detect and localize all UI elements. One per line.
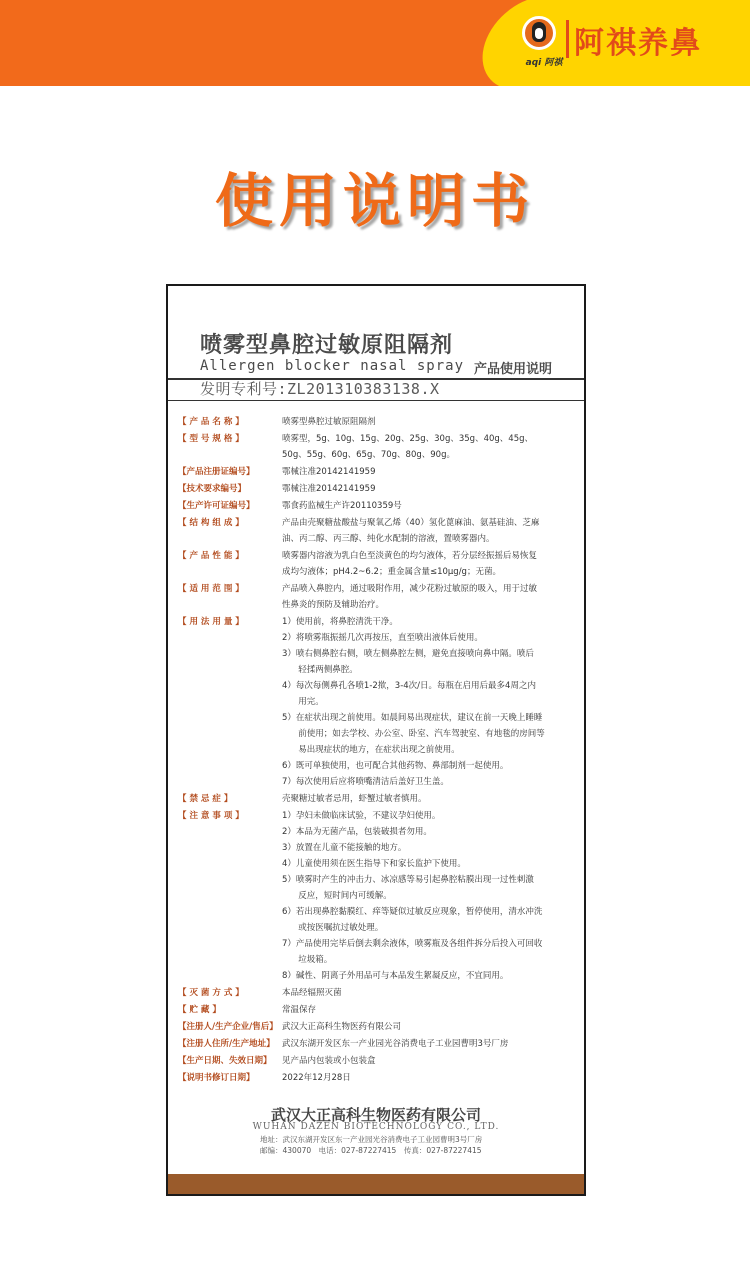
spec-value	[282, 808, 576, 984]
spec-value-line: 或按医嘱抗过敏处理。	[282, 923, 384, 933]
spec-value	[282, 498, 576, 514]
brand-name: 阿祺养鼻	[574, 26, 702, 61]
spec-label: 【 产 品 名 称 】	[178, 417, 244, 427]
spec-value-line: 轻揉两侧鼻腔。	[282, 665, 358, 675]
spec-value	[282, 1019, 576, 1035]
spec-value-line: 反应，短时间内可缓解。	[282, 891, 392, 901]
spec-value	[282, 985, 576, 1001]
spec-label: 【生产许可证编号】	[178, 501, 255, 511]
spec-value-line: 武汉大正高科生物医药有限公司	[282, 1022, 402, 1032]
spec-value-line: 油、丙二醇、丙三醇、纯化水配制的溶液，置喷雾器内。	[282, 534, 495, 544]
spec-value-line: 垃圾箱。	[282, 955, 333, 965]
spec-value-line: 喷雾器内溶液为乳白色至淡黄色的均匀液体，若分层经振摇后易恢复	[282, 551, 538, 561]
spec-value-line: 8）碱性、阴离子外用品可与本品发生絮凝反应，不宜同用。	[282, 971, 509, 981]
spec-value-line: 1）使用前，将鼻腔清洗干净。	[282, 617, 398, 627]
spec-label: 【 灭 菌 方 式 】	[178, 988, 244, 998]
spec-label: 【 结 构 组 成 】	[178, 518, 244, 528]
spec-row	[178, 515, 576, 547]
spec-value-line: 性鼻炎的预防及辅助治疗。	[282, 600, 385, 610]
spec-row	[178, 1036, 576, 1052]
spec-value	[282, 548, 576, 580]
spec-value	[282, 614, 576, 790]
spec-row	[178, 614, 576, 790]
spec-value	[282, 431, 576, 463]
spec-label: 【生产日期、失效日期】	[178, 1056, 272, 1066]
product-name-cn: 喷雾型鼻腔过敏原阻隔剂	[200, 332, 454, 357]
brand-divider	[566, 20, 569, 58]
spec-value-line: 武汉东湖开发区东一产业园光谷消费电子工业园曹明3号厂房	[282, 1039, 509, 1049]
spec-label: 【 禁 忌 症 】	[178, 794, 233, 804]
leaflet-bottom-bar	[168, 1174, 584, 1194]
spec-label: 【 适 用 范 围 】	[178, 584, 244, 594]
spec-value-line: 5）在症状出现之前使用。如晨间易出现症状，建议在前一天晚上睡睡	[282, 713, 543, 723]
spec-value	[282, 414, 576, 430]
spec-label: 【 贮 藏 】	[178, 1005, 221, 1015]
spec-row	[178, 464, 576, 480]
spec-value	[282, 481, 576, 497]
spec-value	[282, 464, 576, 480]
spec-label: 【 用 法 用 量 】	[178, 617, 244, 627]
spec-value-line: 6）既可单独使用，也可配合其他药物、鼻部制剂一起使用。	[282, 761, 509, 771]
spec-value-line: 50g、55g、60g、65g、70g、80g、90g。	[282, 450, 455, 460]
spec-value	[282, 1002, 576, 1018]
company-name-en: WUHAN DAZEN BIOTECHNOLOGY CO., LTD.	[252, 1122, 500, 1132]
spec-value	[282, 581, 576, 613]
spec-value	[282, 1036, 576, 1052]
spec-value-line: 2022年12月28日	[282, 1073, 351, 1083]
divider-middle	[168, 400, 584, 401]
product-name-en: Allergen blocker nasal spray	[200, 358, 465, 374]
manual-label: 产品使用说明	[474, 362, 553, 377]
spec-value-line: 6）若出现鼻腔黏膜红、痒等疑似过敏反应现象，暂停使用，清水冲洗	[282, 907, 543, 917]
instruction-leaflet	[166, 284, 586, 1196]
spec-value-line: 7）每次使用后应将喷嘴清洁后盖好卫生盖。	[282, 777, 449, 787]
spec-value-line: 喷雾型，5g、10g、15g、20g、25g、30g、35g、40g、45g、	[282, 434, 533, 444]
spec-value-line: 1）孕妇未做临床试验，不建议孕妇使用。	[282, 811, 441, 821]
company-contact	[260, 1134, 482, 1156]
penguin-icon	[532, 22, 546, 42]
company-address: 地址：武汉东湖开发区东一产业园光谷消费电子工业园曹明3号厂房	[260, 1135, 483, 1144]
spec-label: 【产品注册证编号】	[178, 467, 255, 477]
spec-value-line: 用完。	[282, 697, 324, 707]
spec-label: 【 产 品 性 能 】	[178, 551, 244, 561]
spec-value-line: 2）将喷雾瓶振摇几次再按压，直至喷出液体后使用。	[282, 633, 483, 643]
spec-value-line: 成均匀液体；pH4.2~6.2；重金属含量≤10μg/g；无菌。	[282, 567, 501, 577]
spec-value	[282, 1053, 576, 1069]
spec-label: 【说明书修订日期】	[178, 1073, 255, 1083]
spec-value-line: 5）喷雾时产生的冲击力、冰凉感等易引起鼻腔粘膜出现一过性刺激	[282, 875, 534, 885]
spec-value-line: 易出现症状的地方，在症状出现之前使用。	[282, 745, 460, 755]
spec-value-line: 壳聚糖过敏者忌用，虾蟹过敏者慎用。	[282, 794, 427, 804]
spec-row	[178, 808, 576, 984]
spec-value-line: 2）本品为无菌产品，包装破损者勿用。	[282, 827, 432, 837]
spec-row	[178, 548, 576, 580]
spec-row	[178, 431, 576, 463]
company-name-cn: 武汉大正高科生物医药有限公司	[270, 1106, 481, 1124]
spec-value-line: 本品经辐照灭菌	[282, 988, 342, 998]
spec-value-line: 喷雾型鼻腔过敏原阻隔剂	[282, 417, 376, 427]
spec-label: 【 注 意 事 项 】	[178, 811, 244, 821]
spec-row	[178, 1019, 576, 1035]
spec-value-line: 产品由壳聚糖盐酸盐与聚氧乙烯（40）氢化蓖麻油、氨基硅油、芝麻	[282, 518, 540, 528]
spec-value-line: 常温保存	[282, 1005, 317, 1015]
spec-value	[282, 791, 576, 807]
spec-value-line: 前使用；如去学校、办公室、卧室、汽车驾驶室、有地毯的房间等	[282, 729, 545, 739]
spec-row	[178, 414, 576, 430]
spec-value-line: 鄂食药监械生产许20110359号	[282, 501, 402, 511]
spec-label: 【技术要求编号】	[178, 484, 247, 494]
spec-label: 【 型 号 规 格 】	[178, 434, 244, 444]
spec-value-line: 3）放置在儿童不能接触的地方。	[282, 843, 407, 853]
spec-value-line: 4）儿童使用须在医生指导下和家长监护下使用。	[282, 859, 466, 869]
spec-value-line: 7）产品使用完毕后倒去剩余液体，喷雾瓶及各组件拆分后投入可回收	[282, 939, 543, 949]
patent-number: 发明专利号:ZL201310383138.X	[200, 380, 440, 398]
spec-row	[178, 498, 576, 514]
spec-value-line: 4）每次每侧鼻孔各喷1-2揿，3-4次/日。每瓶在启用后最多4周之内	[282, 681, 536, 691]
spec-label: 【注册人住所/生产地址】	[178, 1039, 275, 1049]
logo-text: aqi 阿祺	[525, 58, 563, 68]
spec-value-line: 鄂械注准20142141959	[282, 484, 376, 494]
spec-value	[282, 515, 576, 547]
spec-value-line: 鄂械注准20142141959	[282, 467, 376, 477]
spec-row	[178, 791, 576, 807]
spec-row	[178, 1053, 576, 1069]
spec-value-line: 3）喷右侧鼻腔右侧，喷左侧鼻腔左侧，避免直接喷向鼻中隔。喷后	[282, 649, 534, 659]
spec-row	[178, 581, 576, 613]
company-phone: 邮编：430070 电话：027-87227415 传真：027-87227415	[260, 1146, 482, 1155]
spec-value-line: 见产品内包装或小包装盒	[282, 1056, 376, 1066]
spec-row	[178, 1002, 576, 1018]
spec-row	[178, 985, 576, 1001]
spec-value-line: 产品喷入鼻腔内，通过吸附作用，减少花粉过敏原的吸入，用于过敏	[282, 584, 538, 594]
spec-value	[282, 1070, 576, 1086]
page-title: 使用说明书	[214, 167, 535, 235]
spec-list	[178, 414, 576, 1087]
spec-row	[178, 1070, 576, 1086]
spec-row	[178, 481, 576, 497]
spec-label: 【注册人/生产企业/售后】	[178, 1022, 278, 1032]
